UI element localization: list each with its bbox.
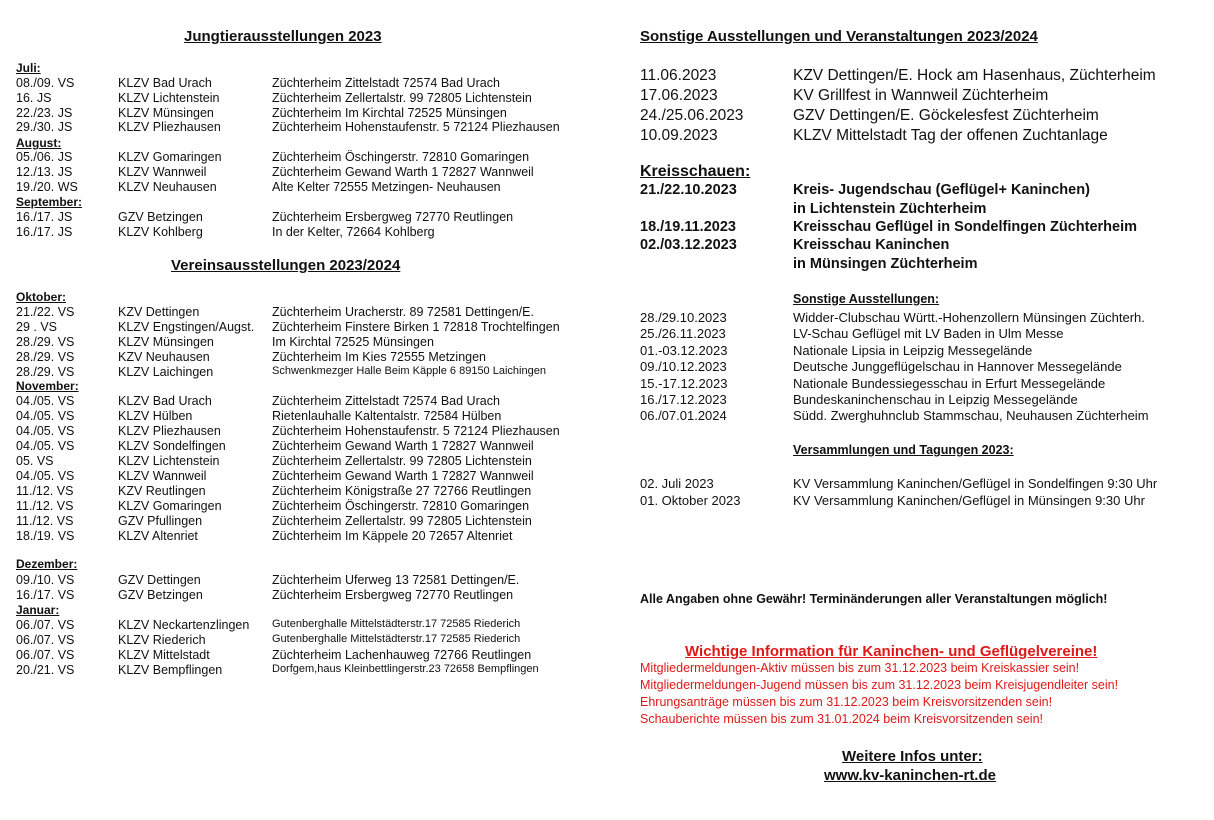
sonstige-date: 01.-03.12.2023 [640,342,728,358]
row-location: Züchterheim Zellertalstr. 99 72805 Lichtenstein [272,513,532,528]
important-info-line: Mitgliedermeldungen-Aktiv müssen bis zum 31.12.2023 beim Kreiskassier sein! [640,661,1080,675]
schedule-row [16,454,596,469]
schedule-row [16,663,596,678]
disclaimer: Alle Angaben ohne Gewähr! Terminänderungen aller Veranstaltungen möglich! [640,592,1108,606]
row-date: 16./17. JS [16,224,73,239]
row-location: Züchterheim Finstere Birken 1 72818 Trochtelfingen [272,319,560,334]
row-club: KLZV Münsingen [118,105,214,120]
row-date: 04./05. VS [16,438,75,453]
schedule-row [16,335,596,350]
row-date: 11./12. VS [16,513,74,528]
row-location: Rietenlauhalle Kaltentalstr. 72584 Hülben [272,408,502,423]
sonstige-heading: Sonstige Ausstellungen: [793,292,940,306]
month-heading: Juli: [16,61,41,75]
schedule-row [16,394,596,409]
sonstige-date: 06./07.01.2024 [640,408,727,424]
sonstige-text: Widder-Clubschau Württ.-Hohenzollern Münsingen Züchterh. [793,310,1145,325]
section-title: Sonstige Ausstellungen und Veranstaltungen 2023/2024 [640,28,1038,45]
row-date: 06./07. VS [16,632,75,647]
important-info-line: Mitgliedermeldungen-Jugend müssen bis zum 31.12.2023 beim Kreisjugendleiter sein! [640,678,1119,692]
sonstige-text: Deutsche Junggeflügelschau in Hannover Messegelände [793,359,1122,375]
row-location: Züchterheim Lachenhauweg 72766 Reutlingen [272,647,532,662]
row-club: KZV Reutlingen [118,483,206,498]
event-row [640,127,1210,147]
row-location: Züchterheim Uferweg 13 72581 Dettingen/E. [272,573,520,587]
schedule-row [16,305,596,320]
schedule-row [16,91,596,106]
schedule-row [16,180,596,195]
row-location: Züchterheim Gewand Warth 1 72827 Wannweil [272,468,534,483]
row-location: Züchterheim Gewand Warth 1 72827 Wannweil [272,438,534,453]
kreisschauen-heading: Kreisschauen: [640,163,751,180]
row-date: 20./21. VS [16,662,75,677]
schedule-row [16,150,596,165]
row-date: 29 . VS [16,319,57,334]
row-club: KLZV Hülben [118,408,193,423]
row-club: KLZV Mittelstadt [118,647,210,662]
row-date: 21./22. VS [16,305,75,319]
important-info-line: Schauberichte müssen bis zum 31.01.2024 beim Kreisvorsitzenden sein! [640,712,1043,726]
row-club: KLZV Altenriet [118,528,198,543]
important-info-line: Ehrungsanträge müssen bis zum 31.12.2023 beim Kreisvorsitzenden sein! [640,695,1053,709]
schedule-row [16,469,596,484]
row-location: Alte Kelter 72555 Metzingen- Neuhausen [272,179,501,194]
row-date: 28./29. VS [16,349,75,364]
row-club: KLZV Wannweil [118,468,207,483]
month-heading: November: [16,379,79,393]
row-date: 05. VS [16,453,54,468]
row-club: KLZV Neckartenzlingen [118,618,250,632]
versammlung-row [640,476,1210,492]
event-row [640,67,1210,87]
sonstige-text: Südd. Zwerghuhnclub Stammschau, Neuhausen Züchterheim [793,408,1149,424]
row-date: 16./17. VS [16,587,75,602]
kreisschau-row [640,256,1210,274]
schedule-row [16,633,596,648]
sonstige-row [640,392,1210,408]
kreisschau-date: 18./19.11.2023 [640,219,736,235]
row-date: 09./10. VS [16,573,75,587]
sonstige-date: 16./17.12.2023 [640,392,727,407]
row-location: Züchterheim Hohenstaufenstr. 5 72124 Pliezhausen [272,120,560,135]
event-text: KLZV Mittelstadt Tag der offenen Zuchtanlage [793,127,1108,144]
sonstige-row [640,359,1210,375]
schedule-row [16,573,596,588]
row-date: 19./20. WS [16,179,78,194]
row-club: KLZV Münsingen [118,334,214,349]
sonstige-text: Nationale Bundessiegesschau in Erfurt Messegelände [793,375,1106,391]
sonstige-text: Bundeskaninchenschau in Leipzig Messegelände [793,392,1078,407]
section-title: Jungtierausstellungen 2023 [184,28,382,45]
row-location: Züchterheim Zellertalstr. 99 72805 Lichtenstein [272,90,532,105]
kreisschau-date: 21./22.10.2023 [640,182,737,198]
schedule-row [16,350,596,365]
schedule-row [16,424,596,439]
event-text: GZV Dettingen/E. Göckelesfest Züchterheim [793,107,1099,124]
schedule-row [16,165,596,180]
row-club: KLZV Lichtenstein [118,453,220,468]
schedule-row [16,76,596,91]
row-club: KLZV Riederich [118,632,206,647]
row-date: 04./05. VS [16,423,75,438]
schedule-row [16,409,596,424]
schedule-row [16,529,596,544]
row-date: 05./06. JS [16,150,73,164]
versammlung-text: KV Versammlung Kaninchen/Geflügel in Sondelfingen 9:30 Uhr [793,476,1158,491]
schedule-row [16,499,596,514]
row-date: 04./05. VS [16,468,75,483]
row-location: Züchterheim Uracherstr. 89 72581 Dettingen/E. [272,305,534,319]
row-date: 16. JS [16,90,52,105]
event-row [640,87,1210,107]
row-date: 04./05. VS [16,408,75,423]
row-club: GZV Betzingen [118,587,203,602]
website-link[interactable]: www.kv-kaninchen-rt.de [824,767,996,784]
month-heading: September: [16,195,83,209]
event-text: KV Grillfest in Wannweil Züchterheim [793,87,1049,104]
event-row [640,107,1210,127]
schedule-row [16,120,596,135]
row-location: Züchterheim Hohenstaufenstr. 5 72124 Pliezhausen [272,423,560,438]
versammlung-date: 01. Oktober 2023 [640,493,741,508]
kreisschau-row [640,237,1210,255]
sonstige-date: 25./26.11.2023 [640,326,726,342]
row-date: 22./23. JS [16,105,73,120]
versammlung-row [640,493,1210,509]
sonstige-row [640,326,1210,342]
row-club: KZV Dettingen [118,305,200,319]
row-location: Züchterheim Im Kies 72555 Metzingen [272,349,486,364]
row-location: Züchterheim Ersbergweg 72770 Reutlingen [272,210,514,224]
row-location: Züchterheim Ersbergweg 72770 Reutlingen [272,587,514,602]
row-club: GZV Dettingen [118,573,201,587]
section-title: Vereinsausstellungen 2023/2024 [171,257,401,274]
row-date: 16./17. JS [16,210,73,224]
month-heading: Januar: [16,603,60,617]
row-club: GZV Betzingen [118,210,203,224]
row-location: In der Kelter, 72664 Kohlberg [272,224,435,239]
event-date: 24./25.06.2023 [640,107,744,124]
sonstige-text: LV-Schau Geflügel mit LV Baden in Ulm Messe [793,326,1064,342]
row-club: KLZV Bad Urach [118,394,212,408]
row-date: 28./29. VS [16,364,75,379]
kreisschau-text: Kreis- Jugendschau (Geflügel+ Kaninchen) [793,182,1090,198]
sonstige-row [640,376,1210,392]
important-info-heading: Wichtige Information für Kaninchen- und Geflügelvereine! [685,643,1098,660]
sonstige-row [640,343,1210,359]
row-date: 11./12. VS [16,498,74,513]
more-info-label: Weitere Infos unter: [842,748,983,765]
row-location: Gutenberghalle Mittelstädterstr.17 72585 Riederich [272,618,521,630]
kreisschau-row [640,219,1210,237]
row-date: 18./19. VS [16,528,75,543]
row-club: KZV Neuhausen [118,349,210,364]
schedule-row [16,365,596,380]
schedule-row [16,588,596,603]
row-location: Züchterheim Königstraße 27 72766 Reutlingen [272,483,532,498]
schedule-row [16,106,596,121]
row-date: 11./12. VS [16,483,74,498]
row-location: Züchterheim Zellertalstr. 99 72805 Lichtenstein [272,453,532,468]
event-text: KZV Dettingen/E. Hock am Hasenhaus, Züchterheim [793,67,1156,84]
sonstige-row [640,310,1210,326]
row-club: KLZV Wannweil [118,164,207,179]
schedule-row [16,484,596,499]
row-location: Dorfgem,haus Kleinbettlingerstr.23 72658 Bempflingen [272,662,539,675]
row-club: KLZV Engstingen/Augst. [118,319,255,334]
kreisschau-text: Kreisschau Geflügel in Sondelfingen Züchterheim [793,219,1138,235]
kreisschau-date: 02./03.12.2023 [640,237,737,253]
row-club: KLZV Pliezhausen [118,423,221,438]
month-heading: Oktober: [16,290,67,304]
month-heading: Dezember: [16,557,78,571]
versammlung-text: KV Versammlung Kaninchen/Geflügel in Münsingen 9:30 Uhr [793,493,1145,508]
schedule-row [16,225,596,240]
schedule-row [16,514,596,529]
versammlung-date: 02. Juli 2023 [640,476,714,491]
sonstige-date: 15.-17.12.2023 [640,375,728,391]
schedule-row [16,210,596,225]
sonstige-date: 28./29.10.2023 [640,310,727,325]
schedule-row [16,439,596,454]
row-location: Schwenkmezger Halle Beim Käpple 6 89150 Laichingen [272,364,546,377]
row-club: KLZV Bad Urach [118,76,212,90]
schedule-row [16,648,596,663]
row-location: Züchterheim Zittelstadt 72574 Bad Urach [272,76,500,90]
row-location: Züchterheim Im Kirchtal 72525 Münsingen [272,105,507,120]
row-date: 06./07. VS [16,618,75,632]
row-club: KLZV Gomaringen [118,498,222,513]
kreisschau-text: in Lichtenstein Züchterheim [793,201,987,217]
month-heading: August: [16,136,62,150]
row-date: 28./29. VS [16,334,75,349]
row-club: KLZV Neuhausen [118,179,217,194]
event-date: 10.09.2023 [640,127,718,144]
row-location: Im Kirchtal 72525 Münsingen [272,334,434,349]
schedule-row [16,618,596,633]
row-club: KLZV Kohlberg [118,224,203,239]
row-location: Gutenberghalle Mittelstädterstr.17 72585 Riederich [272,632,521,645]
row-location: Züchterheim Öschingerstr. 72810 Gomaringen [272,498,530,513]
sonstige-row [640,408,1210,424]
event-date: 11.06.2023 [640,67,717,84]
row-location: Züchterheim Gewand Warth 1 72827 Wannweil [272,164,534,179]
row-date: 04./05. VS [16,394,75,408]
row-date: 12./13. JS [16,164,73,179]
row-club: GZV Pfullingen [118,513,203,528]
kreisschau-text: Kreisschau Kaninchen [793,237,950,253]
row-date: 06./07. VS [16,647,75,662]
row-club: KLZV Lichtenstein [118,90,220,105]
row-club: KLZV Gomaringen [118,150,222,164]
kreisschau-row [640,201,1210,219]
kreisschau-text: in Münsingen Züchterheim [793,256,978,272]
row-club: KLZV Pliezhausen [118,120,221,135]
sonstige-text: Nationale Lipsia in Leipzig Messegelände [793,342,1033,358]
row-club: KLZV Laichingen [118,364,214,379]
versammlungen-heading: Versammlungen und Tagungen 2023: [793,443,1014,457]
row-location: Züchterheim Zittelstadt 72574 Bad Urach [272,394,500,408]
row-date: 08./09. VS [16,76,75,90]
kreisschau-row [640,182,1210,200]
row-location: Züchterheim Im Käppele 20 72657 Altenriet [272,528,513,543]
event-date: 17.06.2023 [640,87,718,104]
row-club: KLZV Bempflingen [118,662,223,677]
row-location: Züchterheim Öschingerstr. 72810 Gomaringen [272,150,530,164]
schedule-row [16,320,596,335]
row-date: 29./30. JS [16,120,73,135]
row-club: KLZV Sondelfingen [118,438,226,453]
sonstige-date: 09./10.12.2023 [640,359,727,375]
